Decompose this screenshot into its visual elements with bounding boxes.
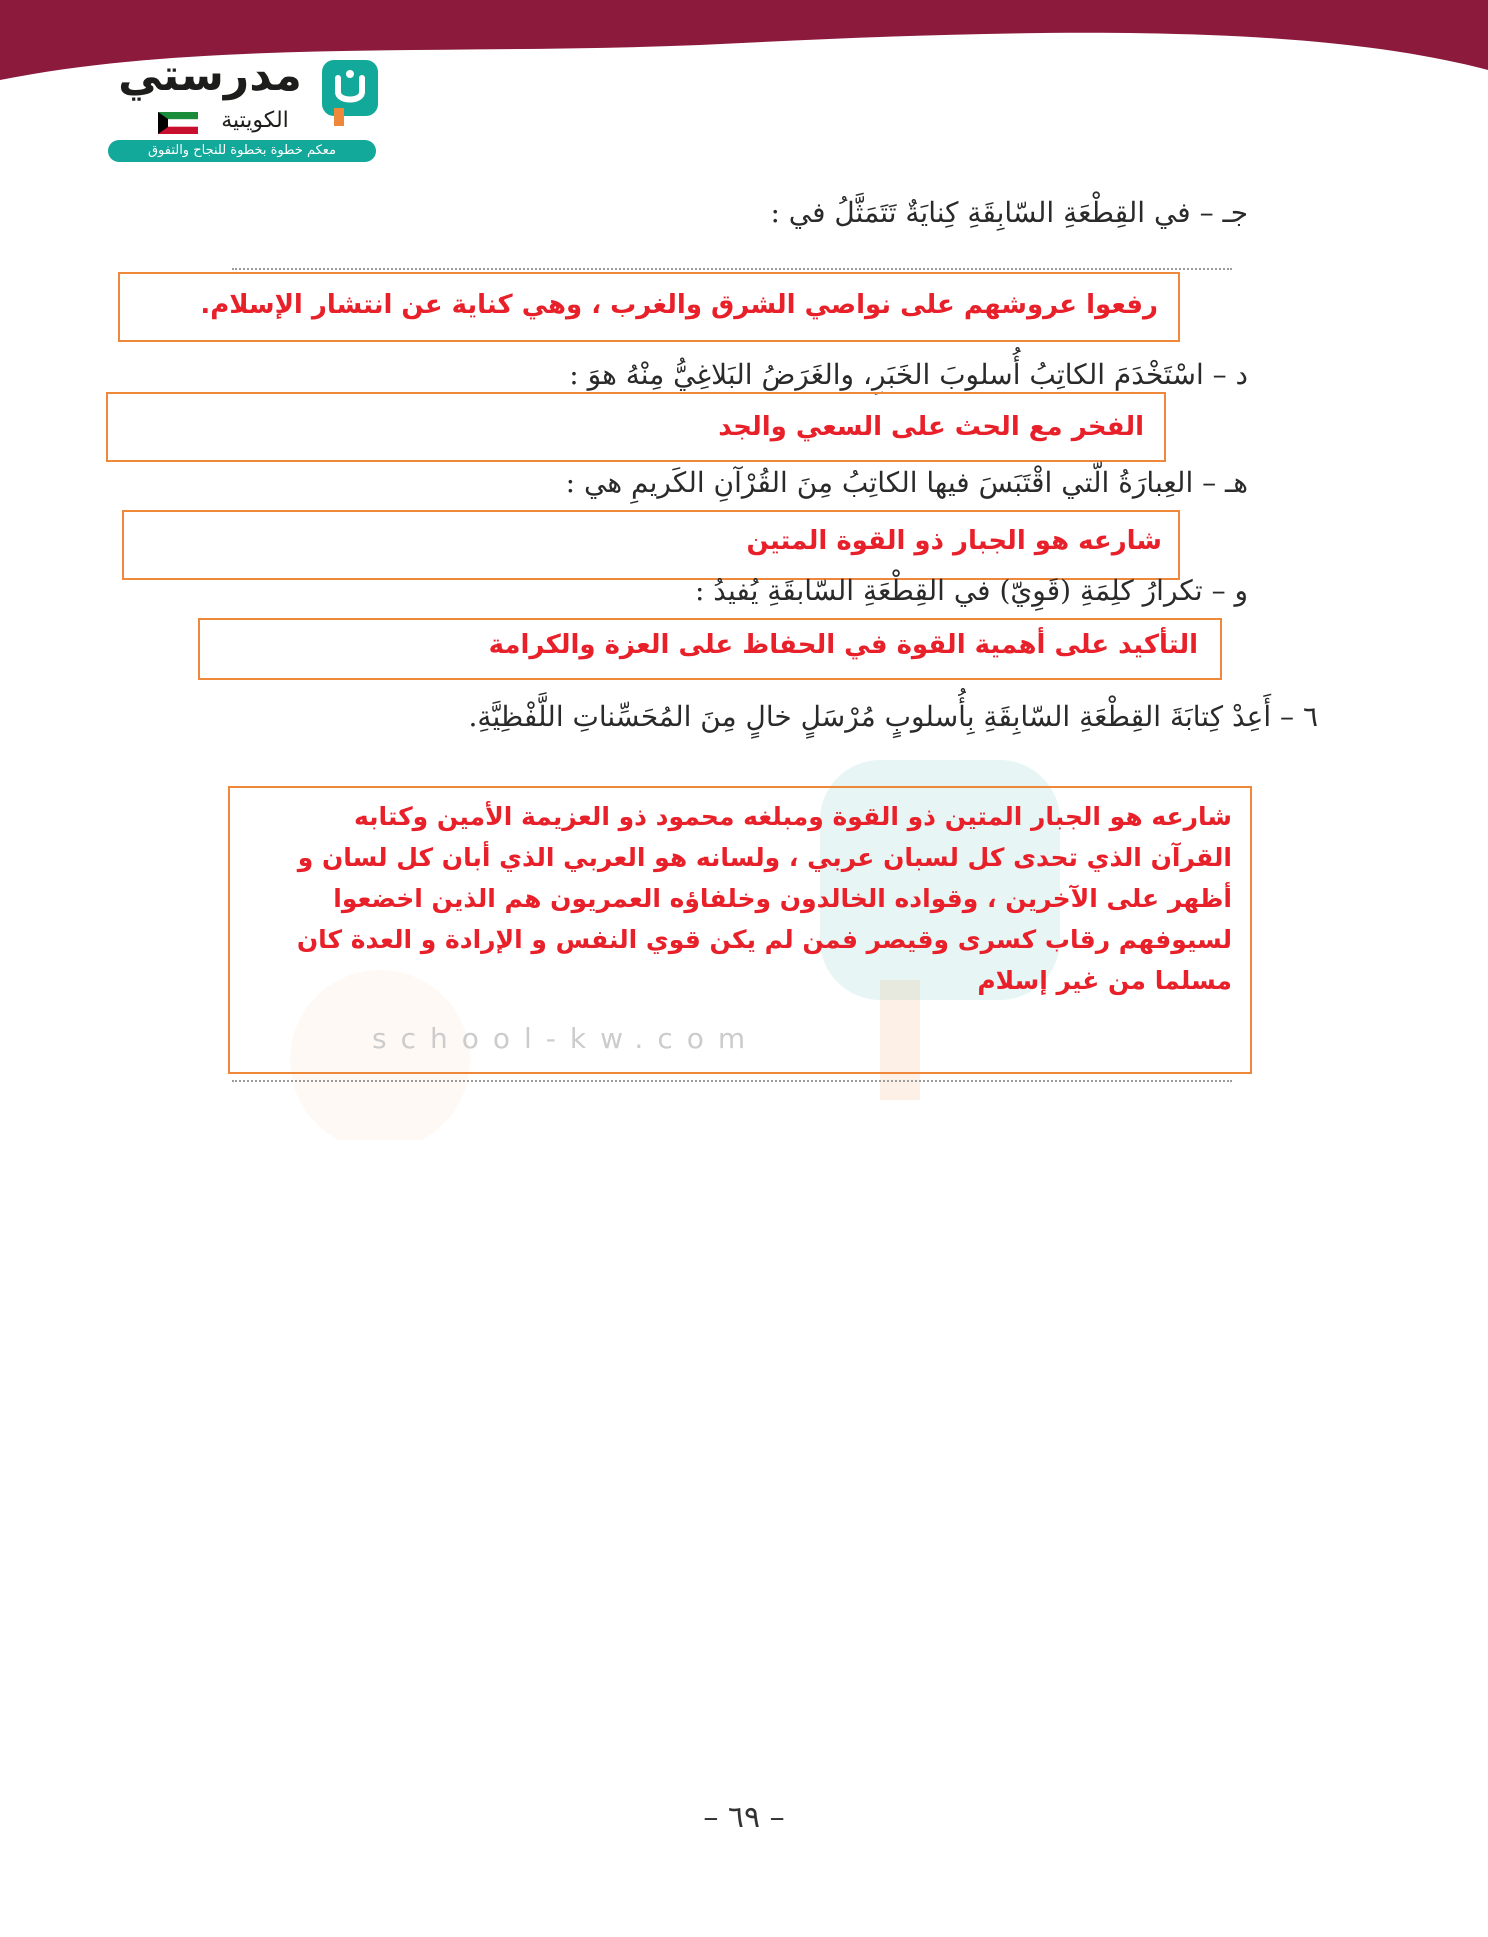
logo-subtitle: الكويتية xyxy=(221,108,289,133)
question-d: د – اسْتَخْدَمَ الكاتِبُ أُسلوبَ الخَبَرِ، والغَرَضُ البَلاغِيُّ مِنْهُ هوَ : xyxy=(569,358,1248,391)
answer-line xyxy=(232,268,1232,270)
question-6: ٦ – أَعِدْ كِتابَةَ القِطْعَةِ السّابِقَةِ بِأُسلوبٍ مُرْسَلٍ خالٍ مِنَ المُحَسِّناتِ اللَّفْظِيَّةِ. xyxy=(468,700,1318,733)
kuwait-flag-icon xyxy=(158,112,198,134)
page-number: – ٦٩ – xyxy=(703,1800,785,1835)
question-h: هـ – العِبارَةُ الّتي اقْتَبَسَ فيها الكاتِبُ مِنَ القُرْآنِ الكَريمِ هي : xyxy=(565,466,1248,499)
logo-slogan: معكم خطوة بخطوة للنجاح والتفوق xyxy=(108,140,376,162)
answer-w: التأكيد على أهمية القوة في الحفاظ على العزة والكرامة xyxy=(488,630,1198,660)
answer-6-paragraph xyxy=(232,796,1232,1001)
answer-6-line: لسيوفهم رقاب كسرى وقيصر فمن لم يكن قوي النفس و الإرادة و العدة كان xyxy=(296,925,1232,954)
answer-j: رفعوا عروشهم على نواصي الشرق والغرب ، وهي كناية عن انتشار الإسلام. xyxy=(200,290,1158,320)
madrasati-logo-icon xyxy=(320,58,380,128)
answer-6-line: شارعه هو الجبار المتين ذو القوة ومبلغه محمود ذو العزيمة الأمين وكتابه xyxy=(353,802,1232,831)
answer-6-line: القرآن الذي تحدى كل لسبان عربي ، ولسانه هو العربي الذي أبان كل لسان و xyxy=(297,843,1232,872)
answer-d: الفخر مع الحث على السعي والجد xyxy=(718,412,1144,442)
answer-h: شارعه هو الجبار ذو القوة المتين xyxy=(746,526,1162,556)
question-w: و – تكرارُ كلِمَةِ (قَوِيّ) في القِطْعَةِ السّابقَةِ يُفيدُ : xyxy=(694,574,1248,607)
answer-6-line: مسلما من غير إسلام xyxy=(977,966,1232,995)
logo-title: مدرستي xyxy=(118,50,302,101)
answer-6-line: أظهر على الآخرين ، وقواده الخالدون وخلفاؤه العمريون هم الذين اخضعوا xyxy=(333,884,1232,913)
site-logo xyxy=(100,40,400,170)
answer-line xyxy=(232,1080,1232,1082)
watermark-text: school-kw.com xyxy=(372,1022,760,1055)
question-j: جـ – في القِطْعَةِ السّابِقَةِ كِنايَةٌ تَتَمَثَّلُ في : xyxy=(770,196,1248,229)
